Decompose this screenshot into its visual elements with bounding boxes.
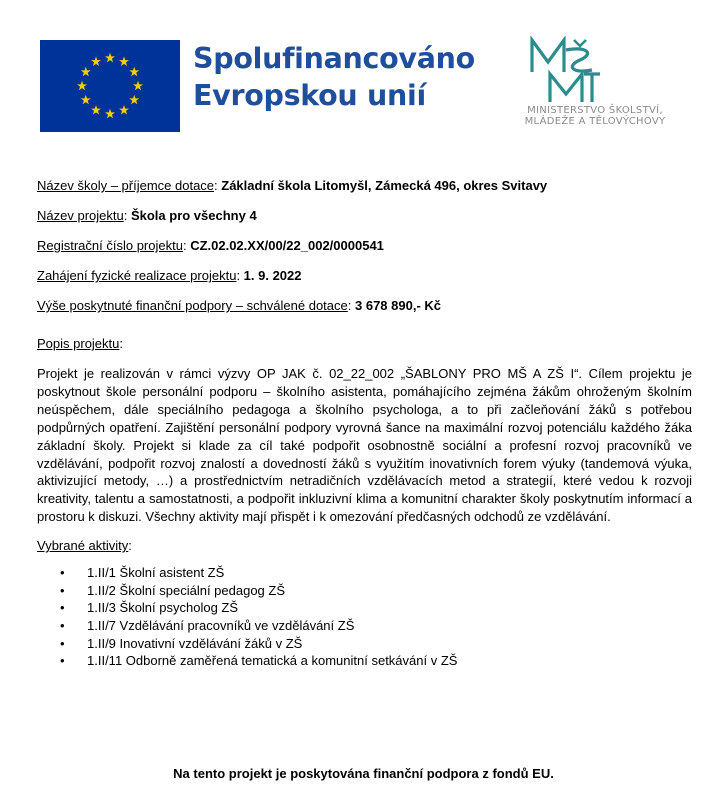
eu-star-icon (105, 53, 115, 62)
document-body (37, 178, 692, 670)
bullet-icon: • (60, 617, 65, 633)
eu-star-icon (105, 109, 115, 118)
activity-item (37, 582, 692, 600)
info-field: Zahájení fyzické realizace projektu: 1. 9. 2022 (37, 268, 302, 283)
bullet-icon: • (60, 600, 65, 616)
activities-heading: Vybrané aktivity: (37, 538, 132, 554)
page-header (0, 0, 727, 150)
eu-star-icon (81, 67, 91, 76)
info-field: Výše poskytnuté finanční podpory – schválené dotace: 3 678 890,- Kč (37, 298, 442, 313)
description-text: Projekt je realizován v rámci výzvy OP JAK č. 02_22_002 „ŠABLONY PRO MŠ A ZŠ I“. Cílem projektu je poskytnout škole personální podporu – školního asistenta, pomáhajícího zejména žákům ohroženým školním neúspěchem, dále speciálního pedagoga a školního psychologa, a to při začleňování žáků s potřebou podpůrných opatření. Zajištění personální podpory vyrovná šance na maximální rozvoj potenciálu každého žáka základní školy. Projekt si klade za cíl také podpořit osobnostně sociální a profesní rozvoj pracovníků ve vzdělávání, podpořit rozvoj znalostí a dovedností žáků s využitím inovativních forem výuky (tandemová výuka, aktivizující metody, …) a prostřednictvím netradičních vzdělávacích metod a strategií, které vedou k rozvoji kreativity, talentu a samostatnosti, a podpořit inkluzivní klima a komunitní charakter školy poskytnutím informací a prostoru k diskuzi. Všechny aktivity mají přispět i k omezování předčasných odchodů ze vzdělávání. (37, 366, 692, 525)
eu-line-1: Spolufinancováno (193, 42, 475, 75)
activities-list (37, 564, 692, 670)
eu-star-icon (119, 105, 129, 114)
info-field: Název projektu: Škola pro všechny 4 (37, 208, 257, 223)
info-field-label: Název školy – příjemce dotace (37, 178, 215, 193)
activity-label: 1.II/3 Školní psycholog ZŠ (87, 600, 239, 616)
info-field-value: 1. 9. 2022 (243, 268, 302, 283)
footer-note: Na tento projekt je poskytována finanční podpora z fondů EU. (173, 766, 554, 781)
info-field-label: Registrační číslo projektu (37, 238, 183, 253)
eu-star-icon (129, 67, 139, 76)
activity-item (37, 635, 692, 653)
eu-line-2: Evropskou unií (193, 79, 426, 112)
eu-star-icon (91, 105, 101, 114)
activities-label: Vybrané aktivity (37, 538, 129, 554)
eu-star-icon (119, 57, 129, 66)
eu-star-icon (81, 95, 91, 104)
description-heading: Popis projektu: (37, 336, 124, 351)
info-field-label: Výše poskytnuté finanční podpory – schválené dotace (37, 298, 348, 313)
activity-item (37, 599, 692, 617)
eu-star-icon (77, 81, 87, 90)
info-field-value: Škola pro všechny 4 (130, 208, 257, 223)
info-field-value: Základní škola Litomyšl, Zámecká 496, okres Svitavy (221, 178, 548, 193)
msmt-logo (528, 36, 600, 106)
activity-item (37, 617, 692, 635)
eu-cofinanced-text (193, 40, 475, 114)
activity-item (37, 652, 692, 670)
info-field: Registrační číslo projektu: CZ.02.02.XX/00/22_002/0000541 (37, 238, 384, 253)
eu-star-icon (129, 95, 139, 104)
msmt-ministry-name (494, 105, 696, 127)
eu-flag-logo (40, 40, 180, 132)
eu-star-icon (133, 81, 143, 90)
msmt-line-2: MLÁDEŽE A TĚLOVÝCHOVY (524, 116, 666, 127)
eu-star-icon (91, 57, 101, 66)
activity-label: 1.II/9 Inovativní vzdělávání žáků v ZŠ (87, 635, 303, 651)
msmt-line-1: MINISTERSTVO ŠKOLSTVÍ, (527, 105, 663, 116)
activity-label: 1.II/7 Vzdělávání pracovníků ve vzdělávání ZŠ (87, 617, 355, 633)
bullet-icon: • (60, 653, 65, 669)
info-field-value: 3 678 890,- Kč (355, 298, 442, 313)
activity-label: 1.II/11 Odborně zaměřená tematická a komunitní setkávání v ZŠ (87, 653, 458, 669)
bullet-icon: • (60, 582, 65, 598)
activity-item (37, 564, 692, 582)
bullet-icon: • (60, 565, 65, 581)
description-label: Popis projektu (37, 336, 120, 351)
info-field: Název školy – příjemce dotace: Základní škola Litomyšl, Zámecká 496, okres Svitavy (37, 178, 548, 193)
info-field-label: Zahájení fyzické realizace projektu (37, 268, 237, 283)
activity-label: 1.II/2 Školní speciální pedagog ZŠ (87, 582, 286, 598)
bullet-icon: • (60, 635, 65, 651)
info-field-label: Název projektu (37, 208, 124, 223)
info-field-value: CZ.02.02.XX/00/22_002/0000541 (190, 238, 384, 253)
activity-label: 1.II/1 Školní asistent ZŠ (87, 565, 225, 581)
